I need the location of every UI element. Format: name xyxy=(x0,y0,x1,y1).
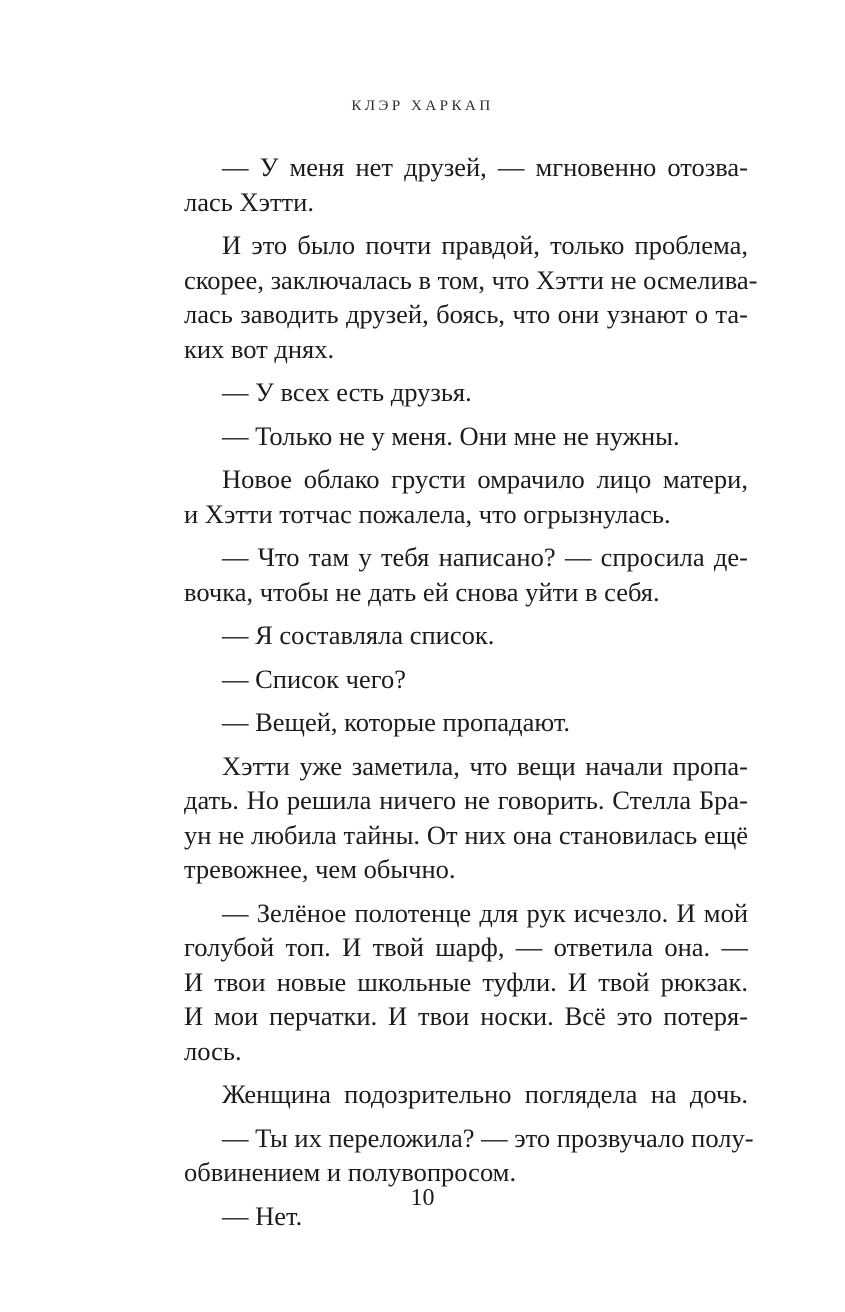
text-line: — Что там у тебя написано? — спросила де- xyxy=(222,542,748,572)
text-line: И мои перчатки. И твои носки. Всё это потеря- xyxy=(184,1001,748,1031)
text-line: лось. xyxy=(184,1035,242,1066)
text-line: тревожнее, чем обычно. xyxy=(184,854,456,884)
text-line: ких вот днях. xyxy=(184,333,335,364)
text-line: — Я составляла список. xyxy=(222,620,495,650)
body-text xyxy=(184,150,758,1233)
text-line: — У всех есть друзья. xyxy=(222,377,472,407)
text-line: Хэтти уже заметила, что вещи начали пропа- xyxy=(222,750,748,781)
text-line: — Только не у меня. Они мне не нужны. xyxy=(222,420,680,451)
text-line: вочка, чтобы не дать ей снова уйти в себя. xyxy=(184,576,660,607)
text-line: обвинением и полувопросом. xyxy=(184,1157,517,1187)
text-line: Женщина подозрительно поглядела на дочь. xyxy=(222,1079,748,1109)
text-line: Новое облако грусти омрачило лицо матери, xyxy=(222,464,748,494)
text-line: И это было почти правдой, только проблема, xyxy=(222,230,748,260)
text-line: — Список чего? xyxy=(222,663,406,694)
text-line: голубой топ. И твой шарф, — ответила она. — xyxy=(184,932,748,962)
text-line: — Ты их переложила? — это прозвучало полу- xyxy=(222,1122,754,1153)
text-line: — У меня нет друзей, — мгновенно отозва- xyxy=(222,152,748,182)
text-line: — Нет. xyxy=(222,1200,303,1231)
page-number: 10 xyxy=(410,1185,435,1211)
text-line: скорее, заключалась в том, что Хэтти не осмелива- xyxy=(184,264,758,295)
text-line: ун не любила тайны. От них она становилась ещё xyxy=(184,819,748,850)
text-line: лась заводить друзей, боясь, что они узнают о та- xyxy=(184,299,748,329)
running-head: КЛЭР ХАРКАП xyxy=(351,98,494,114)
text-line: — Зелёное полотенце для рук исчезло. И мой xyxy=(222,897,748,928)
text-line: и Хэтти тотчас пожалела, что огрызнулась. xyxy=(184,498,671,529)
text-line: И твои новые школьные туфли. И твой рюкзак. xyxy=(184,966,748,997)
text-line: лась Хэтти. xyxy=(184,186,314,217)
text-line: — Вещей, которые пропадают. xyxy=(222,707,571,737)
text-line: дать. Но решила ничего не говорить. Стелла Бра- xyxy=(184,785,748,815)
